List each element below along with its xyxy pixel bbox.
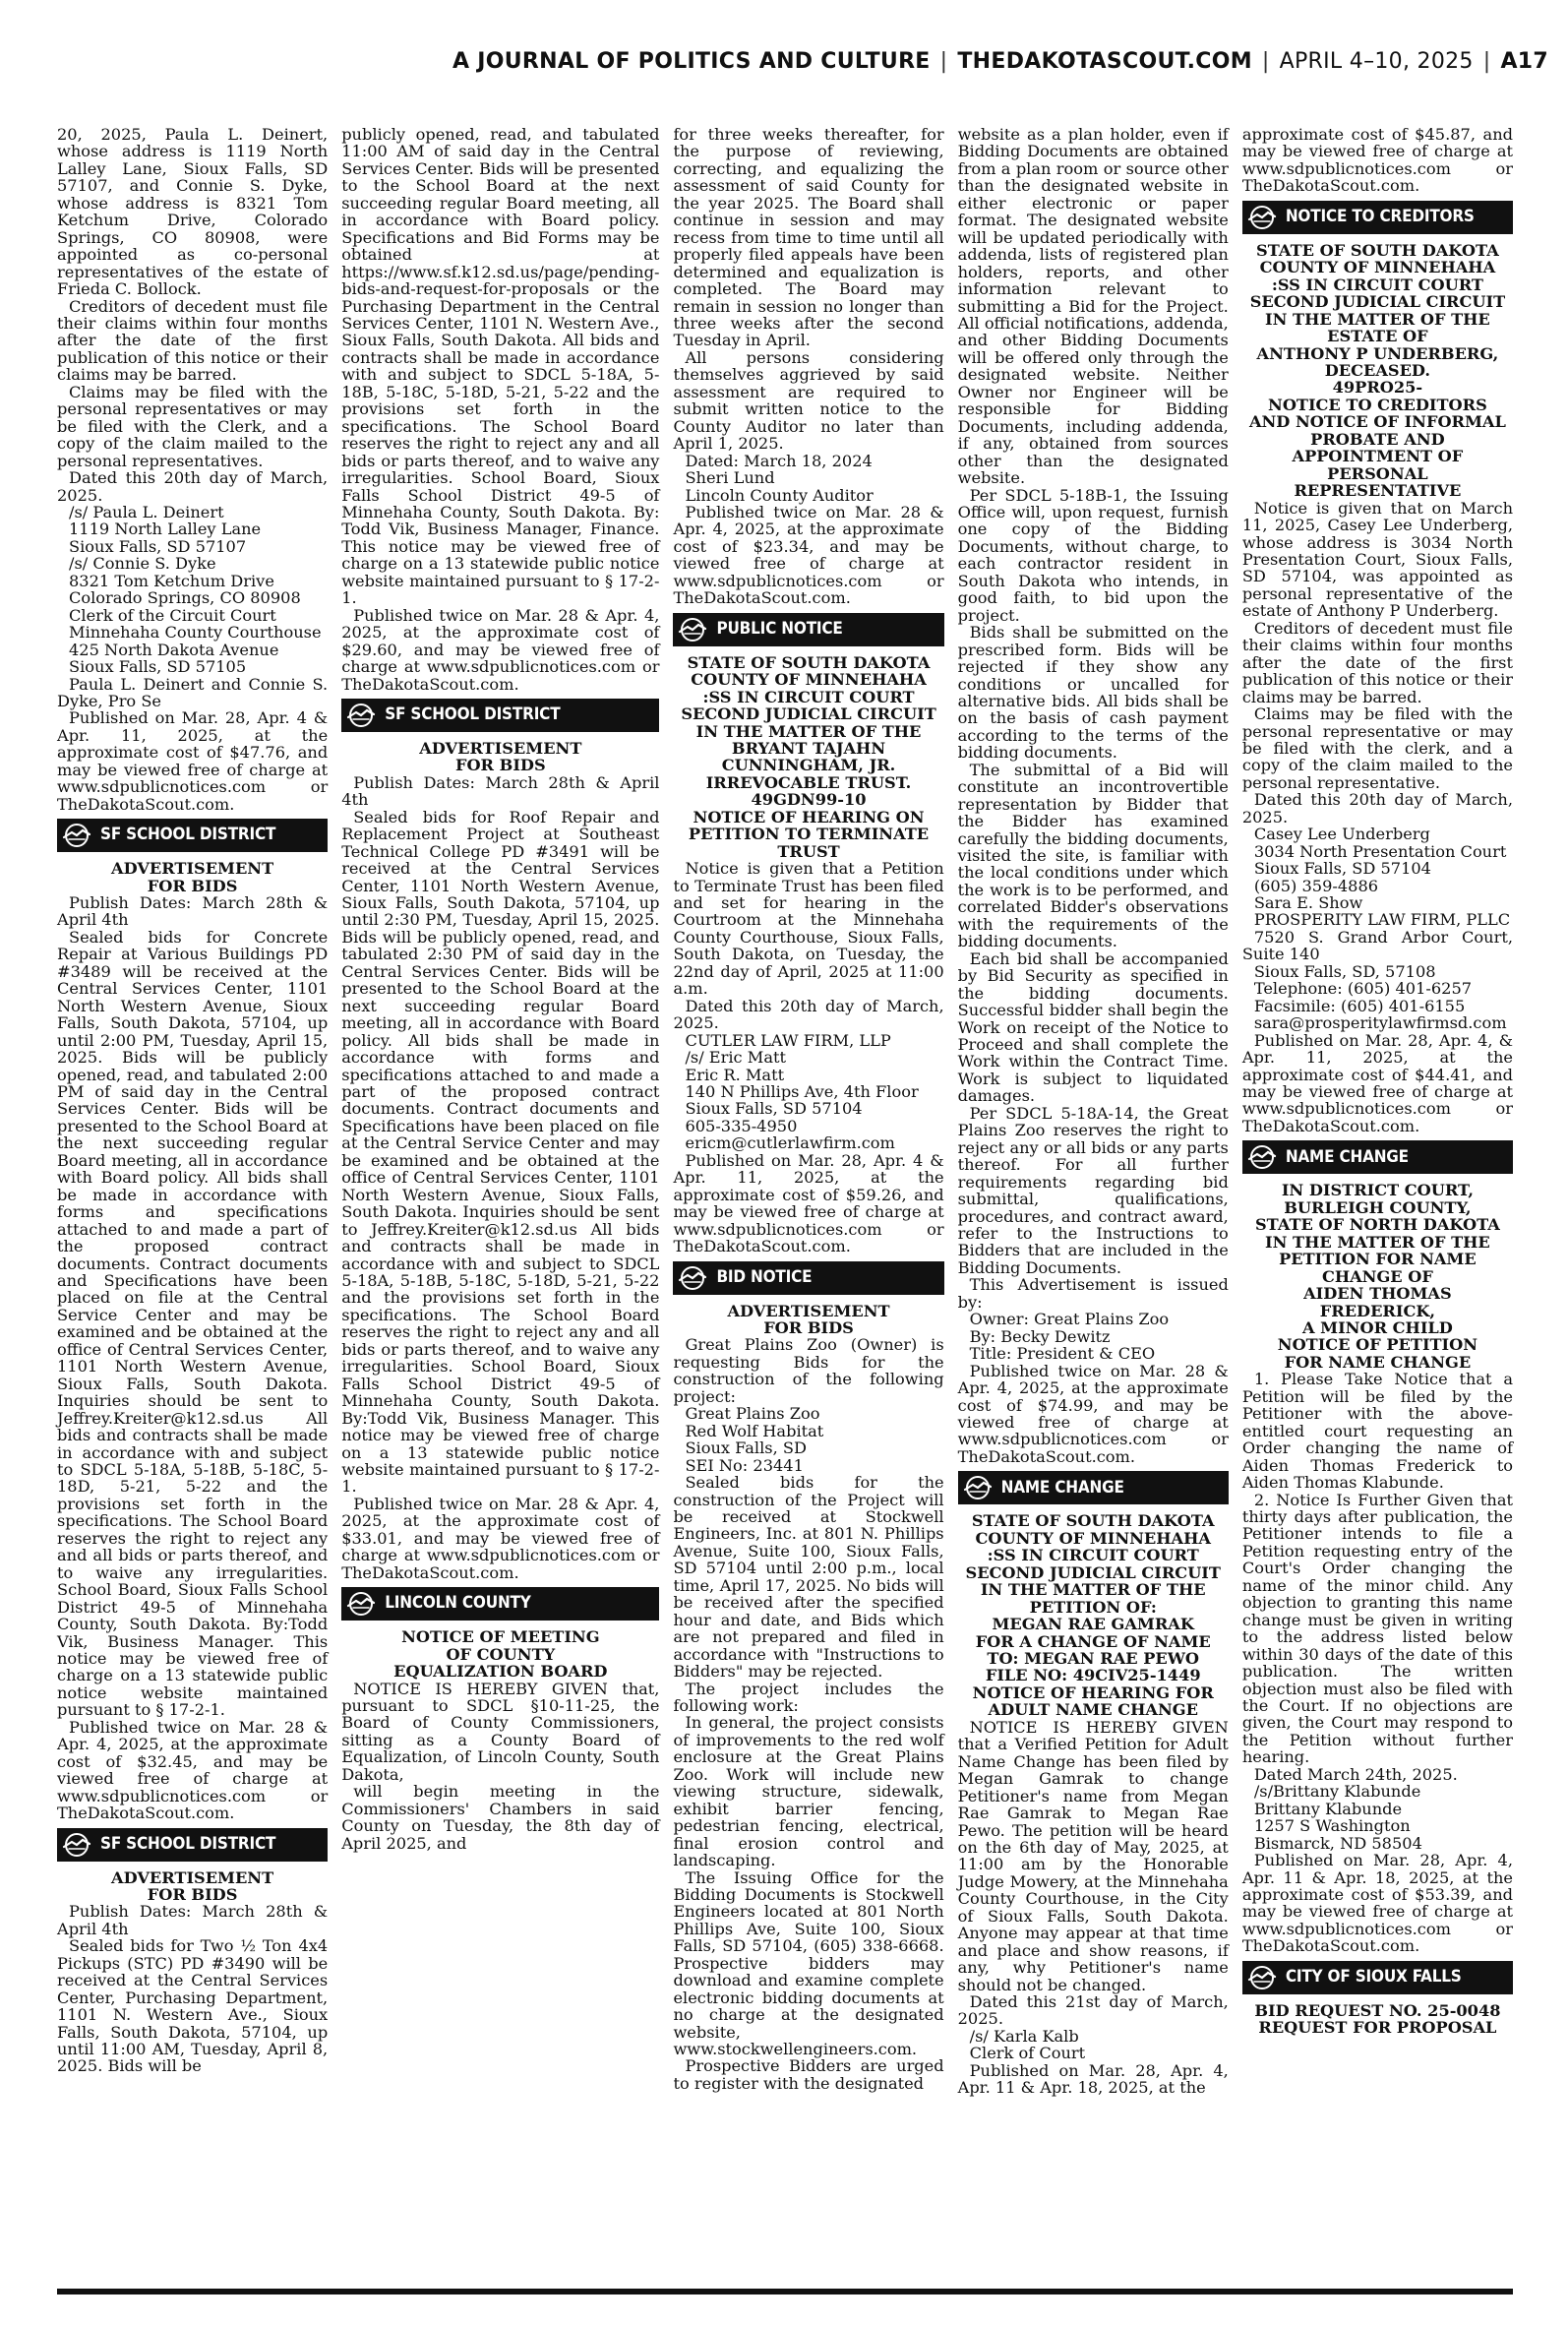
notice-line: 8321 Tom Ketchum Drive	[69, 571, 274, 590]
notice-paragraph: Sealed bids for the construction of the Project will be received at Stockwell Engineers, Inc. at 801 N. Phillips Avenue, Suite 100, Sioux Falls, SD 57104 until 2:00 p.m., local time, April 17, 2025. No bids will be received after the specified hour and date, and Bids which are not prepared and filed in accordance with "Instructions to Bidders" may be rejected.	[673, 1473, 944, 1682]
notice-heading-line: FOR BIDS	[454, 756, 546, 775]
notice-line: /s/ Connie S. Dyke	[69, 554, 216, 574]
section-header	[341, 1587, 659, 1621]
notice-heading-line: COUNTY OF MINNEHAHA	[691, 670, 927, 690]
notice-line: Sara E. Show	[1253, 893, 1363, 913]
notice-paragraph: Dated this 20th day of March, 2025.	[57, 468, 329, 505]
notice-paragraph: In general, the project consists of improvements to the red wolf enclosure at the Great Plains Zoo. Work will include new viewing structure, sidewalk, exhibit barrier fencing, pedestrian fencing, electrical, final erosion control and landscaping.	[673, 1713, 944, 1870]
section-header	[341, 699, 659, 732]
notice-paragraph: Dated this 20th day of March, 2025.	[1241, 790, 1513, 826]
notice-heading-line: :SS IN CIRCUIT COURT	[702, 687, 915, 706]
notice-paragraph: 20, 2025, Paula L. Deinert, whose address is 1119 North Lalley Lane, Sioux Falls, SD 57107, and Connie S. Dyke, whose address is 8321 Tom Ketchum Drive, Colorado Springs, CO 80908, were appointed as co-personal representatives of the estate of Frieda C. Bollock.	[57, 125, 329, 299]
notice-heading-line: COUNTY OF MINNEHAHA	[975, 1528, 1211, 1548]
notice-paragraph: Publish Dates: March 28th & April 4th	[57, 1902, 329, 1938]
notice-heading-line: APPOINTMENT OF	[1292, 447, 1464, 466]
notice-heading-line: IN THE MATTER OF THE	[980, 1580, 1206, 1600]
notice-line: CUTLER LAW FIRM, LLP	[685, 1030, 891, 1050]
notice-paragraph: Great Plains Zoo (Owner) is requesting Bids for the construction of the following project:	[673, 1335, 944, 1406]
notice-heading-line: PETITION OF:	[1029, 1597, 1157, 1617]
notice-heading-line: BID REQUEST NO. 25-0048	[1254, 2000, 1501, 2020]
notice-paragraph: Published twice on Mar. 28 & Apr. 4, 2025, at the approximate cost of $23.34, and may be viewed free of charge at www.sdpublicnotices.com or TheDakotaScout.com.	[673, 502, 944, 608]
notice-line: Lincoln County Auditor	[685, 485, 874, 505]
notice-paragraph: Publish Dates: March 28th & April 4th	[341, 772, 660, 810]
notice-heading-line: PETITION TO TERMINATE	[688, 825, 930, 844]
notice-heading-line: FOR A CHANGE OF NAME	[975, 1631, 1211, 1651]
notice-paragraph: Bids shall be submitted on the prescribed form. Bids will be rejected if they show any conditions or uncalled for alternative bids. All bids shall be on the basis of cash payment according to the terms of the bidding documents.	[957, 623, 1229, 763]
journal-tagline: A JOURNAL OF POLITICS AND CULTURE	[452, 49, 931, 74]
notice-heading-line: OF COUNTY	[446, 1644, 556, 1664]
scout-logo-icon	[57, 1828, 96, 1862]
column-3	[673, 126, 943, 2281]
notice-line: 425 North Dakota Avenue	[69, 640, 279, 659]
notice-line: /s/ Paula L. Deinert	[69, 502, 224, 521]
notice-heading-line: SECOND JUDICIAL CIRCUIT	[965, 1562, 1221, 1582]
notice-paragraph: Published twice on Mar. 28 & Apr. 4, 2025, at the approximate cost of $74.99, and may be viewed free of charge at www.sdpublicnotices.com or TheDakotaScout.com.	[957, 1361, 1229, 1466]
notice-heading-line: AIDEN THOMAS	[1303, 1284, 1452, 1304]
section-header	[673, 613, 943, 646]
notice-paragraph: PROSPERITY LAW FIRM, PLLC	[1253, 910, 1511, 930]
notice-paragraph: Sealed bids for Concrete Repair at Various Buildings PD #3489 will be received at the Central Services Center, 1101 North Western Avenue, Sioux Falls, South Dakota, 57104, up until 2:00 PM, Tuesday, April 15, 2025. Bids will be publicly opened, read, and tabulated 2:00 PM of said day in the Central Services Center. Bids will be presented to the School Board at the next succeeding regular Board meeting, all in accordance with Board policy. All bids shall be made in accordance with forms and specifications attached to and made a part of the proposed contract documents. Contract documents and Specifications have been placed on file at the Central Service Center and may be examined and be obtained at the office of Central Services Center, 1101 North Western Avenue, Sioux Falls, South Dakota. Inquiries should be sent to Jeffrey.Kreiter@k12.sd.us All bids and contracts shall be made in accordance with and subject to SDCL 5-18A, 5-18B, 5-18C, 5-18D, 5-21, 5-22 and the provisions set forth in the specifications. The School Board reserves the right to reject any and all bids or parts thereof, and to waive any irregularities. School Board, Sioux Falls School District 49-5 of Minnehaha County, South Dakota. By:Todd Vik, Business Manager. This notice may be viewed free of charge on a 13 statewide public notice website maintained pursuant to § 17-2-1.	[57, 927, 329, 1720]
notice-line: Sioux Falls, SD, 57108	[1253, 961, 1436, 981]
notice-line: Facsimile: (605) 401-6155	[1253, 996, 1466, 1015]
scout-logo-icon	[673, 1261, 712, 1295]
notice-line: Sheri Lund	[685, 468, 775, 488]
notice-paragraph: Per SDCL 5-18B-1, the Issuing Office will, upon request, furnish one copy of the Bidding Documents, without charge, to each contractor resident in South Dakota who intends, in good faith, to bid upon the project.	[957, 485, 1229, 625]
notice-heading-line: SECOND JUDICIAL CIRCUIT	[681, 704, 936, 724]
notice-heading-line: FOR BIDS	[763, 1318, 854, 1337]
notice-heading-line: A MINOR CHILD	[1301, 1318, 1453, 1337]
notice-paragraph: Published twice on Mar. 28 & Apr. 4, 2025, at the approximate cost of $32.45, and may be viewed free of charge at www.sdpublicnotices.com or TheDakotaScout.com.	[57, 1717, 329, 1823]
notice-heading-line: NOTICE TO CREDITORS	[1268, 395, 1487, 414]
notice-line: /s/ Karla Kalb	[969, 2026, 1079, 2046]
scout-logo-icon	[1242, 1140, 1282, 1174]
notice-heading-line: PETITION FOR NAME	[1279, 1250, 1477, 1269]
notice-heading-line: NOTICE OF MEETING	[401, 1627, 600, 1647]
section-header	[1242, 1140, 1513, 1174]
section-header	[1242, 1961, 1513, 1994]
notice-heading-line: ADVERTISEMENT	[727, 1301, 890, 1320]
notice-paragraph: Prospective Bidders are urged to register with the designated	[673, 2056, 944, 2093]
notice-paragraph: Published on Mar. 28, Apr. 4, Apr. 11 & Apr. 18, 2025, at the approximate cost of $53.39, and may be viewed free of charge at www.sdpublicnotices.com or TheDakotaScout.com.	[1241, 1851, 1513, 1956]
notice-heading-line: TRUST	[777, 841, 840, 861]
notice-paragraph: website as a plan holder, even if Bidding Documents are obtained from a plan room or source other than the designated website in either electronic or paper format. The designated website will be updated periodically with addenda, lists of registered plan holders, reports, and other information relevant to submitting a Bid for the Project. All official notifications, addenda, and other Bidding Documents will be offered only through the designated website. Neither Owner nor Engineer will be responsible for Bidding Documents, including addenda, if any, obtained from sources other than the designated website.	[957, 125, 1229, 488]
notice-paragraph: The project includes the following work:	[673, 1679, 944, 1715]
notice-heading-line: EQUALIZATION BOARD	[393, 1662, 608, 1682]
section-header	[958, 1471, 1229, 1504]
notice-paragraph: The submittal of a Bid will constitute an incontrovertible representation by Bidder that the Bidder has examined carefully the bidding documents, visited the site, is familiar with the local conditions under which the work is to be performed, and correlated Bidder's observations with the requirements of the bidding documents.	[957, 760, 1229, 951]
notice-line: Sioux Falls, SD 57104	[1253, 859, 1431, 879]
scout-logo-icon	[57, 819, 96, 852]
notice-paragraph: Sealed bids for Two ½ Ton 4x4 Pickups (STC) PD #3490 will be received at the Central Services Center, Purchasing Department, 1101 N. Western Ave., Sioux Falls, South Dakota, 57104, up until 11:00 AM, Tuesday, April 8, 2025. Bids will be	[57, 1936, 329, 2076]
notice-heading-line: FILE NO: 49CIV25-1449	[985, 1666, 1201, 1685]
notice-heading-line: ANTHONY P UNDERBERG,	[1256, 343, 1499, 363]
notice-heading-line: :SS IN CIRCUIT COURT	[987, 1546, 1199, 1565]
notice-paragraph: Notice is given that a Petition to Terminate Trust has been filed and set for hearing in the Courtroom at the Minnehaha County Courthouse, Sioux Falls, South Dakota, on Tuesday, the 22nd day of April, 2025 at 11:00 a.m.	[673, 859, 944, 999]
notice-paragraph: publicly opened, read, and tabulated 11:00 AM of said day in the Central Services Center. Bids will be presented to the School Board at the next succeeding regular Board meeting, all in accordance with Board policy. Specifications and Bid Forms may be obtained at https://www.sf.k12.sd.us/page/pending-bids-and-request-for-proposals or the Purchasing Department in the Central Services Center, 1101 N. Western Ave., Sioux Falls, South Dakota. All bids and contracts shall be made in accordance with and subject to SDCL 5-18A, 5-18B, 5-18C, 5-18D, 5-21, 5-22 and the provisions set forth in the specifications. The School Board reserves the right to reject any and all bids or parts thereof, and to waive any irregularities. School Board, Sioux Falls School District 49-5 of Minnehaha County, South Dakota. By: Todd Vik, Business Manager, Finance. This notice may be viewed free of charge on a 13 statewide public notice website maintained pursuant to § 17-2-1.	[341, 125, 660, 608]
notice-heading-line: PROBATE AND	[1310, 429, 1445, 449]
section-header	[1242, 201, 1513, 234]
notice-heading-line: ADULT NAME CHANGE	[988, 1700, 1198, 1720]
notice-paragraph: 7520 S. Grand Arbor Court, Suite 140	[1241, 927, 1513, 964]
notice-line: Casey Lee Underberg	[1253, 825, 1430, 844]
notice-line: 605-335-4950	[685, 1116, 798, 1135]
notice-line: Colorado Springs, CO 80908	[69, 588, 301, 608]
notice-line: Title: President & CEO	[969, 1344, 1156, 1364]
notice-line: (605) 359-4886	[1253, 876, 1379, 895]
masthead-separator: |	[939, 49, 948, 74]
notice-heading-line: REQUEST FOR PROPOSAL	[1258, 2018, 1497, 2038]
notice-paragraph: Published on Mar. 28, Apr. 4, & Apr. 11, 2025, at the approximate cost of $44.41, and may be viewed free of charge at www.sdpublicnotices.com or TheDakotaScout.com.	[1241, 1030, 1513, 1135]
notice-heading-line: :SS IN CIRCUIT COURT	[1271, 275, 1483, 294]
notice-line: Eric R. Matt	[685, 1065, 785, 1084]
notice-heading-line: DECEASED.	[1324, 360, 1431, 380]
notice-heading-line: CHANGE OF	[1321, 1266, 1433, 1286]
notice-heading-line: COUNTY OF MINNEHAHA	[1259, 258, 1496, 277]
section-header-title: LINCOLN COUNTY	[385, 1593, 531, 1614]
notice-heading-line: NOTICE OF PETITION	[1277, 1335, 1478, 1355]
scout-logo-icon	[341, 1587, 381, 1621]
notice-paragraph: Dated this 21st day of March, 2025.	[957, 1992, 1229, 2029]
column-1	[57, 126, 328, 2281]
notice-paragraph: 2. Notice Is Further Given that thirty days after publication, the Petitioner intends to file a Petition requesting entry of the Court's Order changing the name of the minor child. Any objection to granting this name change must be given in writing to the address listed below within 30 days of the date of this publication. The written objection must also be filed with the Court. If no objections are given, the Court may respond to the Petition without further hearing.	[1241, 1490, 1513, 1767]
site-name: THEDAKOTASCOUT.COM	[957, 49, 1252, 74]
notice-heading-line: 49PRO25-	[1332, 378, 1423, 398]
notice-paragraph: 3034 North Presentation Court	[1253, 841, 1507, 861]
notice-paragraph: Published on Mar. 28, Apr. 4 & Apr. 11, 2025, at the approximate cost of $59.26, and may be viewed free of charge at www.sdpublicnotices.com or TheDakotaScout.com.	[673, 1150, 944, 1256]
notice-columns	[57, 126, 1513, 2281]
notice-heading-line: ESTATE OF	[1327, 327, 1428, 346]
notice-heading-line: MEGAN RAE GAMRAK	[992, 1615, 1194, 1634]
notice-line: Clerk of Court	[969, 2044, 1086, 2063]
column-4	[958, 126, 1229, 2281]
notice-line: Telephone: (605) 401-6257	[1253, 979, 1473, 999]
notice-heading-line: STATE OF SOUTH DAKOTA	[1256, 240, 1499, 260]
section-header-title: SF SCHOOL DISTRICT	[100, 1833, 276, 1854]
notice-heading-line: BURLEIGH COUNTY,	[1284, 1197, 1472, 1217]
notice-heading-line: NOTICE OF HEARING FOR	[972, 1683, 1214, 1702]
notice-heading-line: IN THE MATTER OF THE	[695, 721, 922, 741]
notice-heading-line: TO: MEGAN RAE PEWO	[987, 1648, 1200, 1668]
notice-heading-line: FOR BIDS	[147, 876, 238, 895]
notice-line: 1119 North Lalley Lane	[69, 520, 262, 539]
notice-paragraph: Paula L. Deinert and Connie S. Dyke, Pro Se	[57, 674, 329, 710]
notice-line: Clerk of the Circuit Court	[69, 605, 276, 625]
notice-paragraph: This Advertisement is issued by:	[957, 1275, 1229, 1312]
section-header-title: NAME CHANGE	[1285, 1146, 1409, 1167]
column-2	[341, 126, 659, 2281]
notice-heading-line: 49GDN99-10	[751, 790, 867, 810]
notice-line: Brittany Klabunde	[1253, 1799, 1403, 1818]
notice-line: Bismarck, ND 58504	[1253, 1833, 1422, 1853]
notice-heading-line: IN DISTRICT COURT,	[1281, 1181, 1474, 1200]
notice-paragraph: approximate cost of $45.87, and may be viewed free of charge at www.sdpublicnotices.com or TheDakotaScout.com.	[1241, 125, 1513, 196]
notice-paragraph: The Issuing Office for the Bidding Documents is Stockwell Engineers located at 801 North Phillips Ave, Suite 100, Sioux Falls, SD 57104, (605) 338-6668. Prospective bidders may download and examine complete electronic bidding documents at no charge at the designated website, www.stockwellengineers.com.	[673, 1867, 944, 2059]
notice-line: SEI No: 23441	[685, 1455, 804, 1475]
notice-line: By: Becky Dewitz	[969, 1326, 1111, 1346]
section-header-title: SF SCHOOL DISTRICT	[100, 825, 276, 845]
notice-line: Dated March 24th, 2025.	[1253, 1764, 1458, 1784]
scout-logo-icon	[341, 699, 381, 732]
section-header-title: NAME CHANGE	[1000, 1477, 1124, 1498]
notice-paragraph: will begin meeting in the Commissioners' Chambers in said County on Tuesday, the 8th day of April 2025, and	[341, 1782, 660, 1853]
notice-heading-line: AND NOTICE OF INFORMAL	[1248, 412, 1506, 432]
notice-paragraph: All persons considering themselves aggrieved by said assessment are required to submit written notice to the County Auditor no later than April 1, 2025.	[673, 347, 944, 454]
notice-paragraph: for three weeks thereafter, for the purpose of reviewing, correcting, and equalizing the assessment of said County for the year 2025. The Board shall continue in session and may recess from time to time until all properly filed appeals have been determined and equalization is completed. The Board may remain in session no longer than three weeks after the second Tuesday in April.	[673, 125, 944, 350]
masthead-separator: |	[1261, 49, 1270, 74]
section-header-title: CITY OF SIOUX FALLS	[1285, 1967, 1462, 1988]
notice-heading-line: IN THE MATTER OF THE	[1265, 1232, 1490, 1252]
notice-line: Great Plains Zoo	[685, 1404, 820, 1424]
notice-heading-line: ADVERTISEMENT	[419, 738, 582, 758]
notice-heading-line: BRYANT TAJAHN	[731, 738, 886, 758]
notice-paragraph: Each bid shall be accompanied by Bid Security as specified in the bidding documents. Successful bidder shall begin the Work on receipt of the Notice to Proceed and shall complete the Work within the Contract Time. Work is subject to liquidated damages.	[957, 948, 1229, 1106]
section-header	[673, 1261, 943, 1295]
notice-paragraph: Published on Mar. 28, Apr. 4, Apr. 11 & Apr. 18, 2025, at the	[957, 2060, 1229, 2098]
notice-line: ericm@cutlerlawfirm.com	[685, 1133, 895, 1153]
section-header-title: SF SCHOOL DISTRICT	[385, 704, 561, 725]
section-header-title: BID NOTICE	[716, 1266, 813, 1287]
scout-logo-icon	[1242, 1961, 1282, 1994]
notice-paragraph: NOTICE IS HEREBY GIVEN that a Verified Petition for Adult Name Change has been filed by Megan Gamrak to change Petitioner's name from Megan Rae Gamrak to Megan Rae Pewo. The petition will be heard on the 6th day of May, 2025, at 11:00 am by the Honorable Judge Mowery, at the Minnehaha County Courthouse, in the City of Sioux Falls, South Dakota. Anyone may appear at that time and place and show reasons, if any, why Petitioner's name should not be changed.	[957, 1717, 1229, 1994]
notice-paragraph: Per SDCL 5-18A-14, the Great Plains Zoo reserves the right to reject any or all bids or any parts thereof. For all further requirements regarding bid submittal, qualifications, procedures, and contract award, refer to the Instructions to Bidders that are included in the Bidding Documents.	[957, 1103, 1229, 1277]
masthead-separator: |	[1482, 49, 1491, 74]
notice-paragraph: Notice is given that on March 11, 2025, Casey Lee Underberg, whose address is 3034 North Presentation Court, Sioux Falls, SD 57104, was appointed as personal representative of the estate of Anthony P Underberg.	[1241, 498, 1513, 621]
notice-heading-line: REPRESENTATIVE	[1294, 481, 1462, 501]
masthead	[20, 49, 1548, 74]
notice-paragraph: Dated this 20th day of March, 2025.	[673, 996, 944, 1033]
section-header-title: PUBLIC NOTICE	[716, 618, 843, 639]
notice-heading-line: PERSONAL	[1327, 463, 1428, 483]
notice-paragraph: Sealed bids for Roof Repair and Replacement Project at Southeast Technical College PD #3491 will be received at the Central Services Center, 1101 North Western Avenue, Sioux Falls, South Dakota, 57104, up until 2:30 PM, Tuesday, April 15, 2025. Bids will be publicly opened, read, and tabulated 2:30 PM of said day in the Central Services Center. Bids will be presented to the School Board at the next succeeding regular Board meeting, all in accordance with Board policy. All bids shall be made in accordance with forms and specifications attached to and made a part of the proposed contract documents. Contract documents and Specifications have been placed on file at the Central Service Center and may be examined and be obtained at the office of Central Services Center, 1101 North Western Avenue, Sioux Falls, South Dakota. Inquiries should be sent to Jeffrey.Kreiter@k12.sd.us All bids and contracts shall be made in accordance with and subject to SDCL 5-18A, 5-18B, 5-18C, 5-18D, 5-21, 5-22 and the provisions set forth in the specifications. The School Board reserves the right to reject any and all bids or parts thereof, and to waive any irregularities. School Board, Sioux Falls School District 49-5 of Minnehaha County, South Dakota. By:Todd Vik, Business Manager. This notice may be viewed free of charge on a 13 statewide public notice website maintained pursuant to § 17-2-1.	[341, 807, 660, 1497]
notice-line: /s/ Eric Matt	[685, 1048, 786, 1068]
notice-heading-line: FREDERICK,	[1319, 1301, 1436, 1320]
notice-heading-line: FOR NAME CHANGE	[1284, 1352, 1472, 1372]
notice-paragraph: Publish Dates: March 28th & April 4th	[57, 893, 329, 930]
notice-heading-line: SECOND JUDICIAL CIRCUIT	[1249, 292, 1506, 312]
notice-paragraph: Creditors of decedent must file their claims within four months after the date of the first publication of this notice or their claims may be barred.	[57, 296, 329, 385]
notice-paragraph: Published twice on Mar. 28 & Apr. 4, 2025, at the approximate cost of $33.01, and may be viewed free of charge at www.sdpublicnotices.com or TheDakotaScout.com.	[341, 1494, 660, 1582]
section-header	[57, 819, 328, 852]
scout-logo-icon	[958, 1471, 997, 1504]
scout-logo-icon	[673, 613, 712, 646]
notice-paragraph: Published on Mar. 28, Apr. 4 & Apr. 11, 2025, at the approximate cost of $47.76, and may be viewed free of charge at www.sdpublicnotices.com or TheDakotaScout.com.	[57, 708, 329, 814]
notice-line: Dated: March 18, 2024	[685, 451, 873, 470]
notice-line: Red Wolf Habitat	[685, 1421, 824, 1440]
notice-line: Sioux Falls, SD	[685, 1438, 807, 1458]
notice-paragraph: 1. Please Take Notice that a Petition will be filed by the Petitioner with the above-entitled court requesting an Order changing the name of Aiden Thomas Frederick to Aiden Thomas Klabunde.	[1241, 1370, 1513, 1493]
notice-paragraph: sara@prosperitylawfirmsd.com	[1253, 1013, 1507, 1033]
notice-heading-line: STATE OF NORTH DAKOTA	[1254, 1215, 1500, 1235]
notice-heading-line: NOTICE OF HEARING ON	[693, 807, 925, 826]
notice-line: 1257 S Washington	[1253, 1816, 1411, 1836]
notice-heading-line: CUNNINGHAM, JR.	[721, 756, 896, 775]
notice-heading-line: ADVERTISEMENT	[111, 859, 274, 879]
notice-heading-line: STATE OF SOUTH DAKOTA	[971, 1511, 1215, 1531]
notice-line: 140 N Phillips Ave, 4th Floor	[685, 1082, 919, 1102]
notice-paragraph: Claims may be filed with the personal representatives or may be filed with the Clerk, and a copy of the claim mailed to the personal representatives.	[57, 382, 329, 470]
notice-heading-line: ADVERTISEMENT	[111, 1867, 274, 1887]
notice-heading-line: FOR BIDS	[147, 1884, 238, 1904]
notice-paragraph: Minnehaha County Courthouse	[69, 623, 322, 642]
page-number: A17	[1500, 49, 1548, 74]
column-5	[1242, 126, 1513, 2281]
notice-line: /s/Brittany Klabunde	[1253, 1782, 1421, 1802]
notice-paragraph: Claims may be filed with the personal representative or may be filed with the clerk, and a copy of the claim mailed to the personal representative.	[1241, 704, 1513, 792]
notice-heading-line: IN THE MATTER OF THE	[1265, 309, 1490, 329]
footer-rule	[57, 2289, 1513, 2294]
notice-heading-line: STATE OF SOUTH DAKOTA	[687, 652, 931, 672]
scout-logo-icon	[1242, 201, 1282, 234]
section-header-title: NOTICE TO CREDITORS	[1285, 207, 1475, 227]
notice-paragraph: Creditors of decedent must file their claims within four months after the date of the first publication of this notice or their claims may be barred.	[1241, 618, 1513, 706]
notice-paragraph: Published twice on Mar. 28 & Apr. 4, 2025, at the approximate cost of $29.60, and may be viewed free of charge at www.sdpublicnotices.com or TheDakotaScout.com.	[341, 605, 660, 694]
notice-heading-line: IRREVOCABLE TRUST.	[705, 772, 912, 792]
issue-date: APRIL 4–10, 2025	[1279, 49, 1474, 74]
notice-line: Sioux Falls, SD 57105	[69, 657, 247, 677]
notice-line: Sioux Falls, SD 57104	[685, 1099, 863, 1119]
notice-line: Owner: Great Plains Zoo	[969, 1310, 1170, 1329]
notice-paragraph: NOTICE IS HEREBY GIVEN that, pursuant to SDCL §10-11-25, the Board of County Commissioners, sitting as a County Board of Equalization, of Lincoln County, South Dakota,	[341, 1679, 660, 1784]
section-header	[57, 1828, 328, 1862]
notice-line: Sioux Falls, SD 57107	[69, 536, 247, 556]
